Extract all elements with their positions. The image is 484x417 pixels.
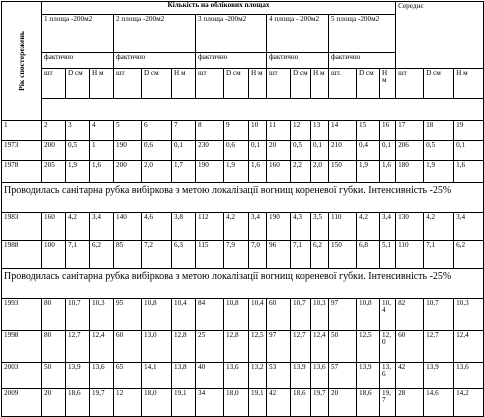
value-cell: 0,4 [357, 141, 380, 161]
value-cell: 18 [424, 121, 454, 141]
year-cell: 1973 [2, 141, 42, 161]
year-cell: 1983 [2, 213, 42, 241]
value-cell: 80 [42, 331, 66, 363]
value-cell: 4,2 [357, 213, 380, 241]
value-cell: 160 [267, 161, 291, 183]
value-cell: 10,7 [424, 299, 454, 331]
table-row [2, 161, 484, 183]
value-cell: 150 [329, 161, 357, 183]
sub-d: D см [66, 69, 90, 99]
sub-h: H м [454, 69, 484, 99]
year-cell: 1988 [2, 241, 42, 269]
value-cell: 19,1 [172, 389, 196, 417]
value-cell: 17 [396, 121, 424, 141]
value-cell: 12,8 [224, 331, 249, 363]
value-cell: 13 [311, 121, 329, 141]
value-cell: 13,6 [380, 363, 396, 389]
value-cell: 96 [267, 241, 291, 269]
value-cell: 20 [42, 389, 66, 417]
plot-1-header: 1 площа -200м2 [42, 15, 114, 53]
sub-sht: шт [196, 69, 224, 99]
value-cell: 97 [329, 299, 357, 331]
table-row [2, 363, 484, 389]
value-cell: 210 [329, 141, 357, 161]
value-cell: 10 [249, 121, 267, 141]
year-cell: 2003 [2, 363, 42, 389]
note-text: Проводилась санітарна рубка вибіркова з метою локалізації вогнищ кореневої губки. Інтенсивність -25% [2, 269, 484, 299]
value-cell: 2,0 [142, 161, 172, 183]
year-cell: 2009 [2, 389, 42, 417]
value-cell: 190 [267, 213, 291, 241]
value-cell: 13,6 [90, 363, 114, 389]
value-cell: 13,9 [424, 363, 454, 389]
table-row [2, 299, 484, 331]
value-cell: 10,7 [291, 299, 311, 331]
actual-label: фактично [196, 53, 267, 69]
value-cell: 57 [329, 363, 357, 389]
value-cell: 4,6 [142, 213, 172, 241]
value-cell: 12,5 [249, 331, 267, 363]
sub-sht: шт [114, 69, 142, 99]
table-row [2, 213, 484, 241]
value-cell: 150 [329, 241, 357, 269]
value-cell: 100 [42, 241, 66, 269]
sub-h: H м [380, 69, 396, 99]
value-cell: 7,0 [249, 241, 267, 269]
value-cell: 10,8 [142, 299, 172, 331]
value-cell: 110 [396, 241, 424, 269]
value-cell: 140 [114, 213, 142, 241]
value-cell: 10,8 [357, 299, 380, 331]
value-cell: 180 [396, 161, 424, 183]
value-cell: 130 [396, 213, 424, 241]
value-cell: 12,4 [90, 331, 114, 363]
value-cell: 7,1 [424, 241, 454, 269]
sub-sht: шт [396, 69, 424, 99]
value-cell: 10,7 [66, 299, 90, 331]
value-cell: 0,5 [424, 141, 454, 161]
value-cell: 13,9 [357, 363, 380, 389]
value-cell: 5 [114, 121, 142, 141]
year-cell: 1978 [2, 161, 42, 183]
value-cell: 20 [267, 141, 291, 161]
value-cell: 110 [329, 213, 357, 241]
actual-label: фактично [329, 53, 396, 69]
value-cell: 5,1 [380, 241, 396, 269]
value-cell: 25 [196, 331, 224, 363]
plot-4-header: 4 площа - 200м2 [267, 15, 329, 53]
value-cell: 10,3 [454, 299, 484, 331]
sub-h: H м [311, 69, 329, 99]
value-cell: 0,1 [380, 141, 396, 161]
value-cell: 28 [396, 389, 424, 417]
value-cell: 205 [42, 161, 66, 183]
value-cell: 11 [267, 121, 291, 141]
value-cell: 12,7 [291, 331, 311, 363]
value-cell: 14,1 [142, 363, 172, 389]
value-cell: 1,9 [424, 161, 454, 183]
value-cell: 10,3 [90, 299, 114, 331]
table-row [2, 141, 484, 161]
value-cell: 18,0 [224, 389, 249, 417]
value-cell: 50 [329, 331, 357, 363]
group-title: Кількість на облікових площах [42, 2, 396, 15]
sub-sht: шт [267, 69, 291, 99]
value-cell: 10,4 [249, 299, 267, 331]
value-cell: 112 [196, 213, 224, 241]
year-cell: 1998 [2, 331, 42, 363]
value-cell: 40 [196, 363, 224, 389]
value-cell: 4,2 [66, 213, 90, 241]
value-cell: 60 [114, 331, 142, 363]
note-text: Проводилась санітарна рубка вибіркова з метою локалізації вогнищ кореневої губки. Інтенсивність -25% [2, 183, 484, 213]
sub-d: D см [357, 69, 380, 99]
value-cell: 7 [172, 121, 196, 141]
value-cell: 0,1 [249, 141, 267, 161]
table-row [2, 121, 484, 141]
sub-d: D см [424, 69, 454, 99]
value-cell: 7,1 [66, 241, 90, 269]
value-cell: 13,8 [172, 363, 196, 389]
table-row [2, 389, 484, 417]
value-cell: 50 [42, 363, 66, 389]
value-cell: 1,6 [454, 161, 484, 183]
value-cell: 60 [396, 331, 424, 363]
value-cell: 4,2 [224, 213, 249, 241]
plot-2-header: 2 площа -200м2 [114, 15, 196, 53]
value-cell: 13,0 [142, 331, 172, 363]
table-row [2, 331, 484, 363]
value-cell: 1,9 [357, 161, 380, 183]
value-cell: 19,7 [90, 389, 114, 417]
value-cell: 84 [196, 299, 224, 331]
value-cell: 19 [454, 121, 484, 141]
sub-d: D см [224, 69, 249, 99]
value-cell: 97 [267, 331, 291, 363]
value-cell: 12 [114, 389, 142, 417]
actual-label: фактично [267, 53, 329, 69]
value-cell: 6,2 [90, 241, 114, 269]
value-cell: 16 [380, 121, 396, 141]
value-cell: 18,6 [357, 389, 380, 417]
value-cell: 80 [42, 299, 66, 331]
value-cell: 34 [196, 389, 224, 417]
sub-h: H м [90, 69, 114, 99]
value-cell: 3,4 [380, 213, 396, 241]
year-cell: 1 [2, 121, 42, 141]
value-cell: 12,4 [454, 331, 484, 363]
value-cell: 7,9 [224, 241, 249, 269]
year-header: Рік спостережень [2, 2, 42, 121]
value-cell: 13,9 [66, 363, 90, 389]
value-cell: 3 [66, 121, 90, 141]
value-cell: 19,7 [311, 389, 329, 417]
value-cell: 1,9 [66, 161, 90, 183]
value-cell: 12,7 [424, 331, 454, 363]
value-cell: 19,1 [249, 389, 267, 417]
actual-label: фактично [114, 53, 196, 69]
value-cell: 14,2 [454, 389, 484, 417]
value-cell: 4,3 [291, 213, 311, 241]
sub-h: H м [249, 69, 267, 99]
value-cell: 18,6 [291, 389, 311, 417]
sub-sht: шт. [329, 69, 357, 99]
value-cell: 85 [114, 241, 142, 269]
value-cell: 12,7 [66, 331, 90, 363]
value-cell: 6 [142, 121, 172, 141]
value-cell: 10,4 [380, 299, 396, 331]
value-cell: 160 [42, 213, 66, 241]
value-cell: 115 [196, 241, 224, 269]
value-cell: 4 [90, 121, 114, 141]
value-cell: 13,6 [311, 363, 329, 389]
sub-h: H м [172, 69, 196, 99]
value-cell: 200 [42, 141, 66, 161]
value-cell: 1,7 [172, 161, 196, 183]
value-cell: 4,2 [424, 213, 454, 241]
header-spacer [42, 99, 484, 121]
value-cell: 3,5 [311, 213, 329, 241]
value-cell: 7,2 [142, 241, 172, 269]
average-header: Середнє [396, 2, 484, 69]
value-cell: 10,4 [172, 299, 196, 331]
value-cell: 206 [396, 141, 424, 161]
value-cell: 6,3 [172, 241, 196, 269]
value-cell: 8 [196, 121, 224, 141]
value-cell: 13,6 [224, 363, 249, 389]
sub-d: D см [142, 69, 172, 99]
value-cell: 12,5 [357, 331, 380, 363]
value-cell: 13,2 [249, 363, 267, 389]
value-cell: 15 [357, 121, 380, 141]
value-cell: 10,3 [311, 299, 329, 331]
value-cell: 0,1 [454, 141, 484, 161]
value-cell: 0,5 [291, 141, 311, 161]
value-cell: 19,7 [380, 389, 396, 417]
plot-5-header: 5 площа -200м2 [329, 15, 396, 53]
value-cell: 1,6 [380, 161, 396, 183]
value-cell: 2,2 [291, 161, 311, 183]
value-cell: 0,6 [224, 141, 249, 161]
value-cell: 12 [291, 121, 311, 141]
value-cell: 0,1 [172, 141, 196, 161]
value-cell: 2 [42, 121, 66, 141]
value-cell: 2,0 [311, 161, 329, 183]
value-cell: 9 [224, 121, 249, 141]
value-cell: 6,2 [454, 241, 484, 269]
value-cell: 14,6 [424, 389, 454, 417]
actual-label: фактично [42, 53, 114, 69]
value-cell: 3,4 [90, 213, 114, 241]
value-cell: 65 [114, 363, 142, 389]
value-cell: 6,8 [357, 241, 380, 269]
value-cell: 1,6 [249, 161, 267, 183]
value-cell: 1,6 [90, 161, 114, 183]
note-row [2, 269, 484, 299]
value-cell: 200 [114, 161, 142, 183]
value-cell: 12,4 [311, 331, 329, 363]
value-cell: 18,6 [66, 389, 90, 417]
value-cell: 3,4 [454, 213, 484, 241]
table-row [2, 241, 484, 269]
value-cell: 42 [396, 363, 424, 389]
forest-plot-table [1, 1, 484, 417]
value-cell: 190 [114, 141, 142, 161]
value-cell: 1 [90, 141, 114, 161]
value-cell: 95 [114, 299, 142, 331]
value-cell: 13,6 [454, 363, 484, 389]
plot-3-header: 3 площа -200м2 [196, 15, 267, 53]
value-cell: 190 [196, 161, 224, 183]
value-cell: 20 [329, 389, 357, 417]
value-cell: 60 [267, 299, 291, 331]
value-cell: 12,0 [380, 331, 396, 363]
value-cell: 82 [396, 299, 424, 331]
value-cell: 6,2 [311, 241, 329, 269]
value-cell: 1,9 [224, 161, 249, 183]
year-cell: 1993 [2, 299, 42, 331]
value-cell: 230 [196, 141, 224, 161]
value-cell: 0,5 [66, 141, 90, 161]
value-cell: 3,4 [249, 213, 267, 241]
sub-d: D см [291, 69, 311, 99]
value-cell: 10,8 [224, 299, 249, 331]
sub-sht: шт [42, 69, 66, 99]
value-cell: 18,0 [142, 389, 172, 417]
value-cell: 7,1 [291, 241, 311, 269]
value-cell: 12,8 [172, 331, 196, 363]
value-cell: 0,6 [142, 141, 172, 161]
value-cell: 13,9 [291, 363, 311, 389]
value-cell: 14 [329, 121, 357, 141]
value-cell: 0,1 [311, 141, 329, 161]
value-cell: 53 [267, 363, 291, 389]
note-row [2, 183, 484, 213]
value-cell: 3,8 [172, 213, 196, 241]
value-cell: 42 [267, 389, 291, 417]
